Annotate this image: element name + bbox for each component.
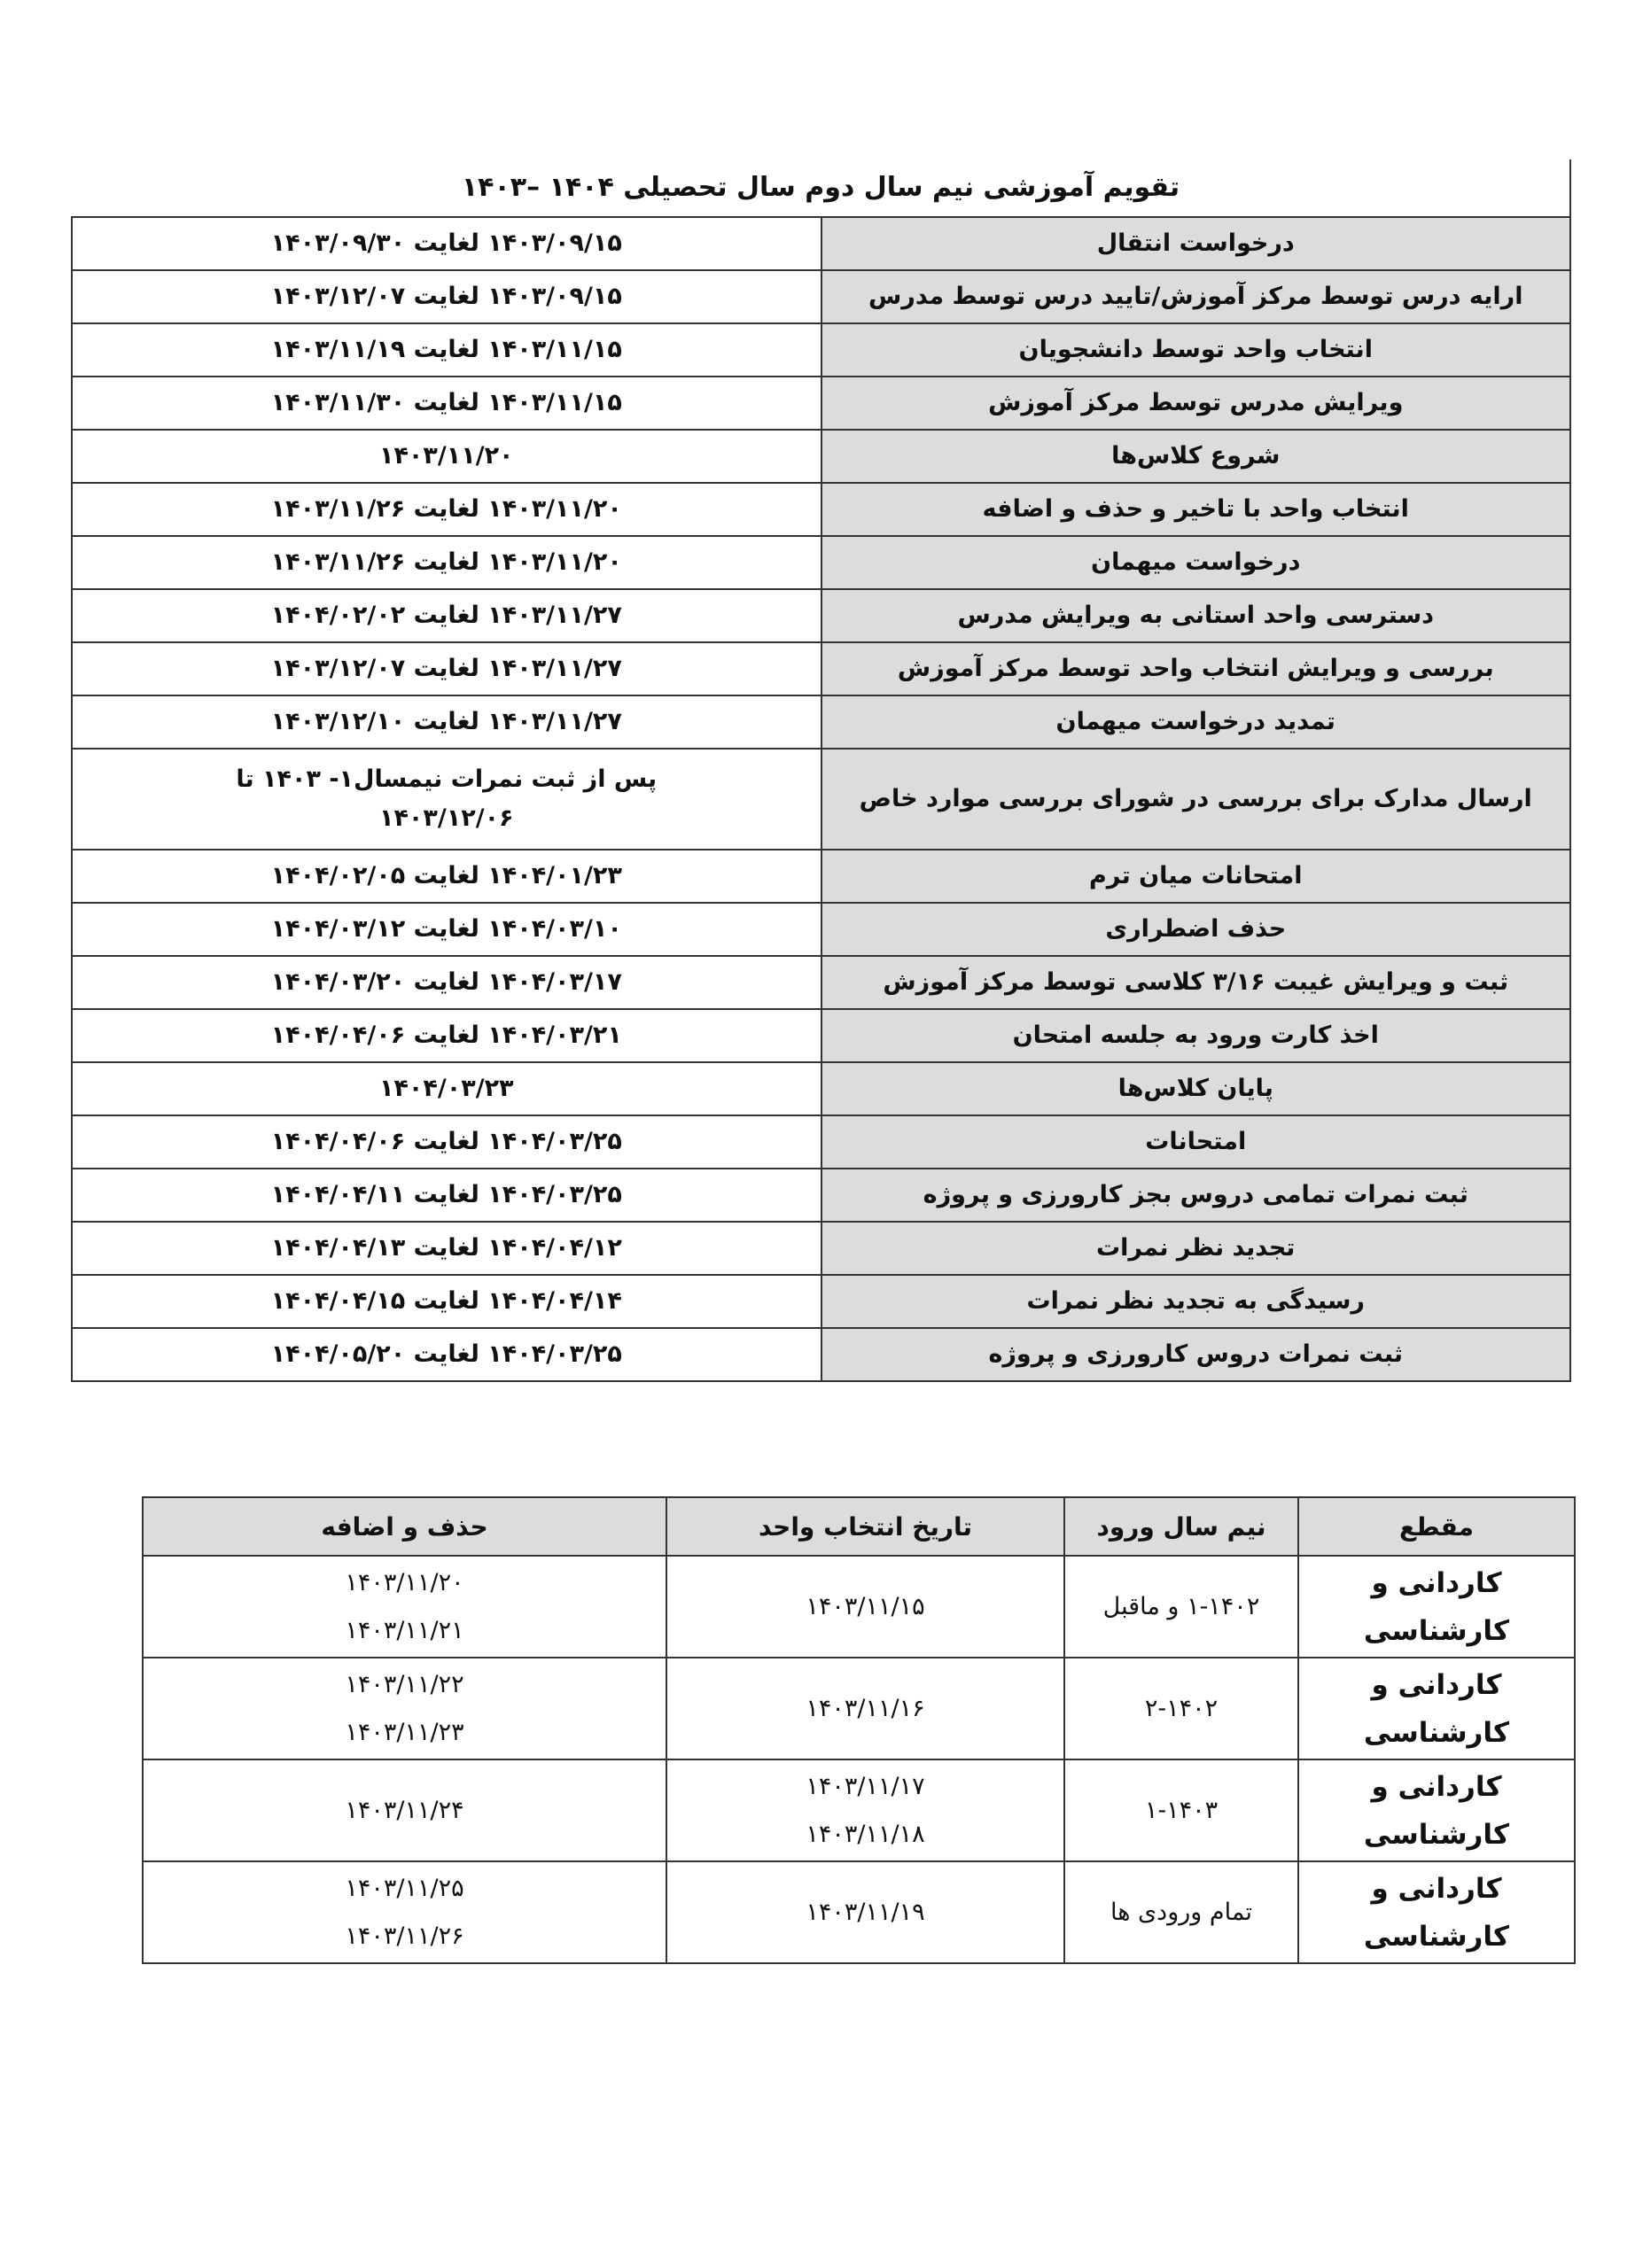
calendar-row	[72, 695, 1570, 749]
entry-term-cell: تمام ورودی ها	[1064, 1861, 1298, 1963]
date-range-cell: ۱۴۰۴/۰۳/۱۰ لغایت ۱۴۰۴/۰۳/۱۲	[72, 903, 822, 956]
date-range-cell: ۱۴۰۳/۱۱/۲۰	[72, 430, 822, 483]
calendar-row	[72, 903, 1570, 956]
activity-cell: ارایه درس توسط مرکز آموزش/تایید درس توسط مدرس	[822, 270, 1571, 323]
calendar-row	[72, 217, 1570, 270]
activity-cell: تجدید نظر نمرات	[822, 1222, 1571, 1275]
date-range-cell: ۱۴۰۳/۱۱/۲۰ لغایت ۱۴۰۳/۱۱/۲۶	[72, 483, 822, 536]
add-drop-date-cell	[143, 1658, 666, 1759]
date-range-cell: ۱۴۰۴/۰۴/۱۴ لغایت ۱۴۰۴/۰۴/۱۵	[72, 1275, 822, 1328]
header-entry-term: نیم سال ورود	[1064, 1497, 1298, 1556]
level-cell: کاردانی و کارشناسی	[1298, 1658, 1575, 1759]
calendar-row	[72, 589, 1570, 642]
unit-selection-row	[143, 1861, 1575, 1963]
unit-selection-row	[143, 1759, 1575, 1861]
date-line: ۱۴۰۳/۱۱/۲۶	[345, 1922, 464, 1950]
activity-cell: ویرایش مدرس توسط مرکز آموزش	[822, 377, 1571, 430]
calendar-row	[72, 1115, 1570, 1169]
date-range-cell: ۱۴۰۴/۰۳/۲۳	[72, 1062, 822, 1115]
calendar-row	[72, 536, 1570, 589]
date-line: ۱۴۰۳/۱۲/۰۶	[378, 804, 514, 832]
calendar-row	[72, 483, 1570, 536]
date-range-cell: ۱۴۰۴/۰۳/۲۵ لغایت ۱۴۰۴/۰۴/۰۶	[72, 1115, 822, 1169]
date-range-cell: ۱۴۰۴/۰۳/۲۵ لغایت ۱۴۰۴/۰۵/۲۰	[72, 1328, 822, 1381]
activity-cell: درخواست انتقال	[822, 217, 1571, 270]
date-range-cell	[72, 749, 822, 850]
date-line: ۱۴۰۳/۱۱/۱۷	[806, 1772, 925, 1800]
academic-calendar-table	[71, 159, 1571, 1382]
entry-term-cell: ۱-۱۴۰۳	[1064, 1759, 1298, 1861]
date-line: ۱۴۰۳/۱۱/۱۶	[806, 1694, 925, 1722]
calendar-row	[72, 1275, 1570, 1328]
header-level: مقطع	[1298, 1497, 1575, 1556]
activity-cell: امتحانات	[822, 1115, 1571, 1169]
calendar-row	[72, 1062, 1570, 1115]
entry-term-cell: ۱-۱۴۰۲ و ماقبل	[1064, 1556, 1298, 1658]
header-selection-date: تاریخ انتخاب واحد	[666, 1497, 1064, 1556]
date-range-cell: ۱۴۰۴/۰۳/۲۱ لغایت ۱۴۰۴/۰۴/۰۶	[72, 1009, 822, 1062]
add-drop-date-cell	[143, 1556, 666, 1658]
date-range-cell: ۱۴۰۴/۰۳/۱۷ لغایت ۱۴۰۴/۰۳/۲۰	[72, 956, 822, 1009]
calendar-title-row	[72, 159, 1570, 217]
activity-cell: ثبت و ویرایش غیبت ۳/۱۶ کلاسی توسط مرکز آموزش	[822, 956, 1571, 1009]
calendar-row	[72, 1222, 1570, 1275]
add-drop-date-cell	[143, 1759, 666, 1861]
date-line: ۱۴۰۳/۱۱/۲۱	[345, 1616, 464, 1644]
activity-cell: بررسی و ویرایش انتخاب واحد توسط مرکز آموزش	[822, 642, 1571, 695]
date-line: ۱۴۰۳/۱۱/۲۴	[345, 1796, 464, 1824]
calendar-row	[72, 1328, 1570, 1381]
date-line: پس از ثبت نمرات نیمسال۱- ۱۴۰۳ تا	[236, 765, 658, 793]
activity-cell: پایان کلاس‌ها	[822, 1062, 1571, 1115]
activity-cell: ثبت نمرات تمامی دروس بجز کارورزی و پروژه	[822, 1169, 1571, 1222]
calendar-row	[72, 270, 1570, 323]
date-line: ۱۴۰۳/۱۱/۱۸	[806, 1820, 925, 1848]
date-range-cell: ۱۴۰۳/۱۱/۱۵ لغایت ۱۴۰۳/۱۱/۱۹	[72, 323, 822, 377]
level-cell: کاردانی و کارشناسی	[1298, 1861, 1575, 1963]
date-line: ۱۴۰۳/۱۱/۱۵	[806, 1592, 925, 1620]
activity-cell: اخذ کارت ورود به جلسه امتحان	[822, 1009, 1571, 1062]
calendar-title: تقویم آموزشی نیم سال دوم سال تحصیلی ۱۴۰۴ –۱۴۰۳	[72, 159, 1570, 217]
date-range-cell: ۱۴۰۴/۰۴/۱۲ لغایت ۱۴۰۴/۰۴/۱۳	[72, 1222, 822, 1275]
activity-cell: امتحانات میان ترم	[822, 850, 1571, 903]
calendar-row	[72, 430, 1570, 483]
date-range-cell: ۱۴۰۳/۱۱/۲۰ لغایت ۱۴۰۳/۱۱/۲۶	[72, 536, 822, 589]
unit-selection-header-row	[143, 1497, 1575, 1556]
date-range-cell: ۱۴۰۳/۱۱/۲۷ لغایت ۱۴۰۴/۰۲/۰۲	[72, 589, 822, 642]
activity-cell: ارسال مدارک برای بررسی در شورای بررسی موارد خاص	[822, 749, 1571, 850]
date-line: ۱۴۰۳/۱۱/۲۰	[345, 1568, 464, 1596]
unit-selection-row	[143, 1658, 1575, 1759]
selection-date-cell	[666, 1556, 1064, 1658]
date-line: ۱۴۰۳/۱۱/۲۲	[345, 1670, 464, 1698]
date-range-cell: ۱۴۰۳/۰۹/۱۵ لغایت ۱۴۰۳/۱۲/۰۷	[72, 270, 822, 323]
activity-cell: تمدید درخواست میهمان	[822, 695, 1571, 749]
activity-cell: انتخاب واحد توسط دانشجویان	[822, 323, 1571, 377]
unit-selection-row	[143, 1556, 1575, 1658]
calendar-row	[72, 956, 1570, 1009]
date-range-cell: ۱۴۰۳/۰۹/۱۵ لغایت ۱۴۰۳/۰۹/۳۰	[72, 217, 822, 270]
date-line: ۱۴۰۳/۱۱/۱۹	[806, 1898, 925, 1926]
level-cell: کاردانی و کارشناسی	[1298, 1556, 1575, 1658]
date-range-cell: ۱۴۰۴/۰۳/۲۵ لغایت ۱۴۰۴/۰۴/۱۱	[72, 1169, 822, 1222]
calendar-row	[72, 323, 1570, 377]
add-drop-date-cell	[143, 1861, 666, 1963]
selection-date-cell	[666, 1658, 1064, 1759]
activity-cell: دسترسی واحد استانی به ویرایش مدرس	[822, 589, 1571, 642]
date-line: ۱۴۰۳/۱۱/۲۳	[345, 1718, 464, 1746]
calendar-row	[72, 377, 1570, 430]
date-range-cell: ۱۴۰۳/۱۱/۲۷ لغایت ۱۴۰۳/۱۲/۱۰	[72, 695, 822, 749]
activity-cell: ثبت نمرات دروس کارورزی و پروژه	[822, 1328, 1571, 1381]
activity-cell: حذف اضطراری	[822, 903, 1571, 956]
selection-date-cell	[666, 1759, 1064, 1861]
activity-cell: انتخاب واحد با تاخیر و حذف و اضافه	[822, 483, 1571, 536]
unit-selection-table	[142, 1496, 1576, 1964]
date-range-cell: ۱۴۰۳/۱۱/۱۵ لغایت ۱۴۰۳/۱۱/۳۰	[72, 377, 822, 430]
calendar-row	[72, 1009, 1570, 1062]
level-cell: کاردانی و کارشناسی	[1298, 1759, 1575, 1861]
calendar-row	[72, 1169, 1570, 1222]
date-line: ۱۴۰۳/۱۱/۲۵	[345, 1874, 464, 1902]
calendar-row	[72, 850, 1570, 903]
activity-cell: رسیدگی به تجدید نظر نمرات	[822, 1275, 1571, 1328]
calendar-row	[72, 642, 1570, 695]
activity-cell: شروع کلاس‌ها	[822, 430, 1571, 483]
entry-term-cell: ۲-۱۴۰۲	[1064, 1658, 1298, 1759]
activity-cell: درخواست میهمان	[822, 536, 1571, 589]
calendar-row	[72, 749, 1570, 850]
date-range-cell: ۱۴۰۴/۰۱/۲۳ لغایت ۱۴۰۴/۰۲/۰۵	[72, 850, 822, 903]
date-range-cell: ۱۴۰۳/۱۱/۲۷ لغایت ۱۴۰۳/۱۲/۰۷	[72, 642, 822, 695]
header-add-drop: حذف و اضافه	[143, 1497, 666, 1556]
selection-date-cell	[666, 1861, 1064, 1963]
